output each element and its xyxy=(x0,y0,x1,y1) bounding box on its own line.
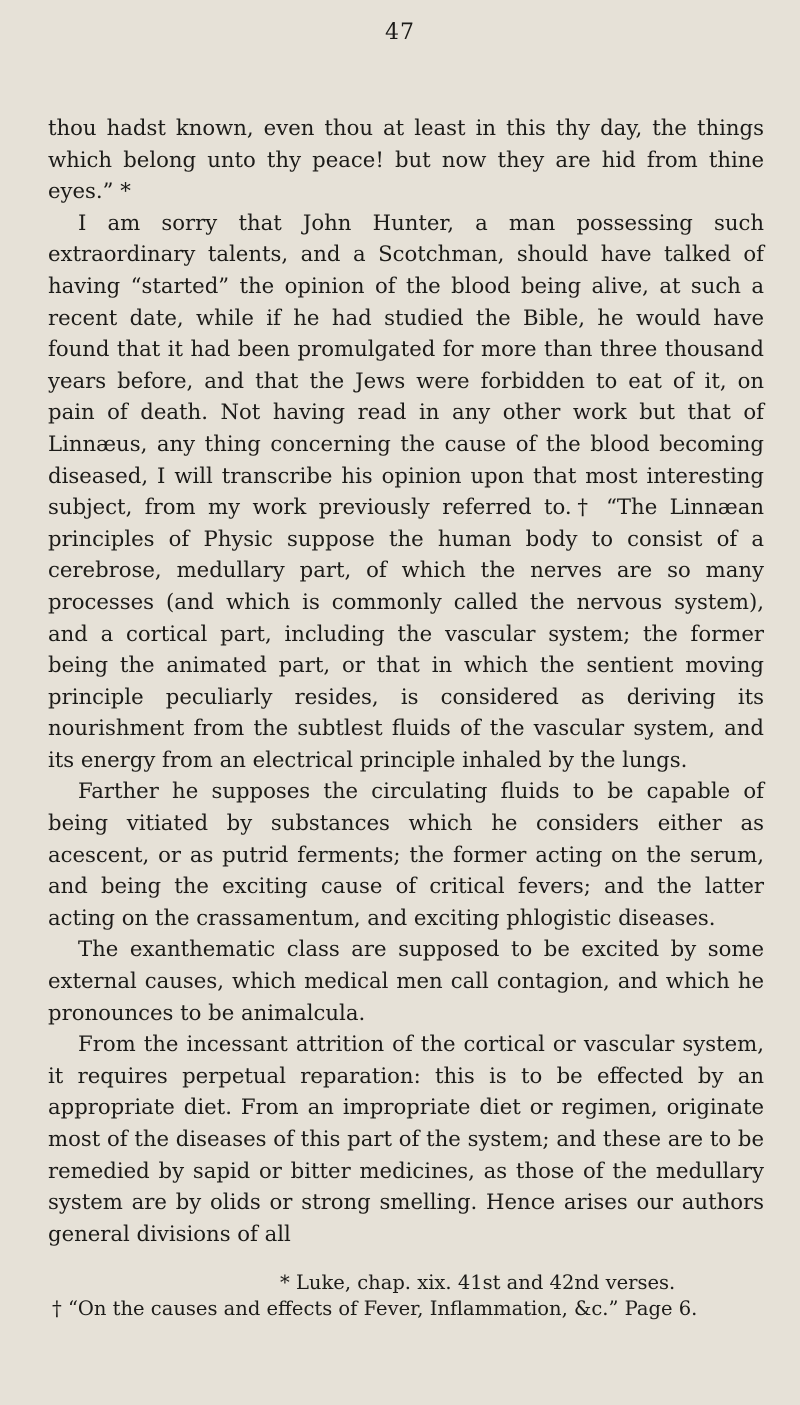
paragraph-4: The exanthematic class are supposed to be excited by some external causes, which medical men call contagion, and which he pronounces to be animalcula. xyxy=(48,936,764,1025)
paragraph-3: Farther he supposes the circulating fluids to be capable of being vitiated by substances which he considers either as acescent, or as putrid ferments; the former acting on the serum, and being the exciting cause of critical fevers; and the latter acting on the crassamentum, and exciting phlogistic diseases. xyxy=(48,778,764,930)
page-number: 47 xyxy=(385,20,415,45)
paragraph-5: From the incessant attrition of the cortical or vascular system, it requires perpetual reparation: this is to be effected by an appropriate diet. From an impropriate diet or regimen, originate most of the diseases of this part of the system; and these are to be remedied by sapid or bitter medicines, as those of the medullary system are by olids or strong smelling. Hence arises our authors general divisions of all xyxy=(48,1031,764,1246)
body-text xyxy=(48,112,764,1249)
paragraph-2: I am sorry that John Hunter, a man possessing such extraordinary talents, and a Scotchman, should have talked of having “started” the opinion of the blood being alive, at such a recent date, while if he had studied the Bible, he would have found that it had been promulgated for more than three thousand years before, and that the Jews were forbidden to eat of it, on pain of death. Not having read in any other work but that of Linnæus, any thing concerning the cause of the blood becoming diseased, I will transcribe his opinion upon that most interesting subject, from my work previously referred to.† “The Linnæan principles of Physic suppose the human body to consist of a cerebrose, medullary part, of which the nerves are so many processes (and which is commonly called the nervous system), and a cortical part, including the vascular system; the former being the animated part, or that in which the sentient moving principle peculiarly resides, is considered as deriving its nourishment from the subtlest fluids of the vascular system, and its energy from an electrical principle inhaled by the lungs. xyxy=(48,209,764,772)
footnote-2: † “On the causes and effects of Fever, Inflammation, &c.” Page 6. xyxy=(52,1297,698,1320)
paragraph-1: thou hadst known, even thou at least in this thy day, the things which belong unto thy peace! but now they are hid from thine eyes.” * xyxy=(48,115,764,204)
footnotes xyxy=(48,1270,764,1322)
footnote-1: * Luke, chap. xix. 41st and 42nd verses. xyxy=(280,1271,676,1294)
